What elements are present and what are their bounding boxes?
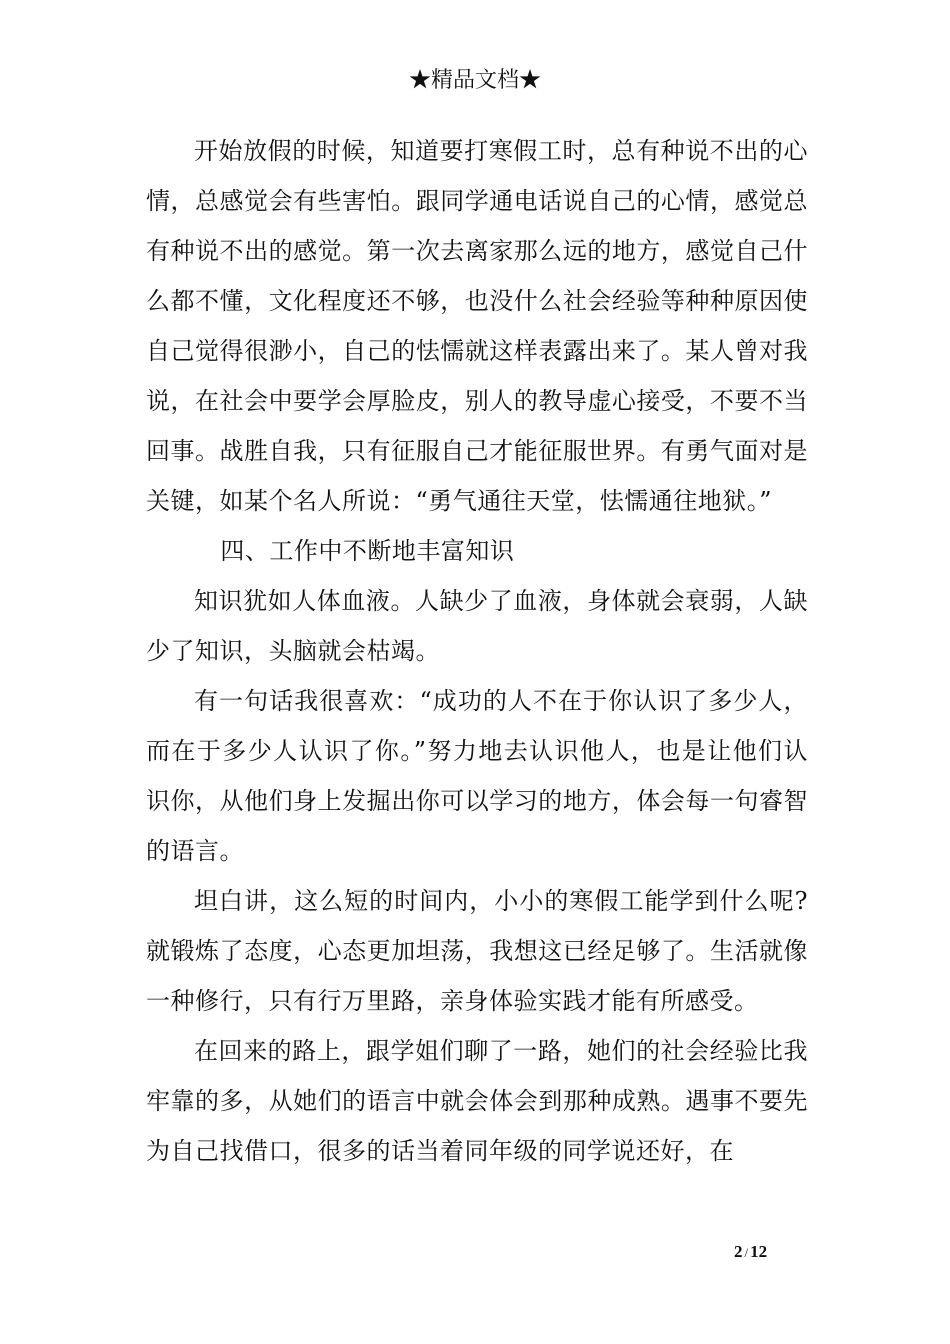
page-number (734, 1240, 767, 1265)
header-title: ★精品文档★ (408, 68, 541, 93)
page-number-separator: / (744, 1245, 749, 1260)
paragraph: 在回来的路上，跟学姐们聊了一路，她们的社会经验比我牢靠的多，从她们的语言中就会体会到那种成熟。遇事不要先为自己找借口，很多的话当着同年级的同学说还好，在 (146, 1037, 808, 1165)
paragraph: 有一句话我很喜欢：“成功的人不在于你认识了多少人，而在于多少人认识了你。”努力地去认识他人，也是让他们认识你，从他们身上发掘出你可以学习的地方，体会每一句睿智的语言。 (146, 687, 808, 865)
page-number-current: 2 (734, 1242, 743, 1261)
paragraph: 坦白讲，这么短的时间内，小小的寒假工能学到什么呢?就锻炼了态度，心态更加坦荡，我想这已经足够了。生活就像一种修行，只有行万里路，亲身体验实践才能有所感受。 (146, 887, 808, 1015)
page-header (0, 64, 950, 98)
paragraph: 开始放假的时候，知道要打寒假工时，总有种说不出的心情，总感觉会有些害怕。跟同学通电话说自己的心情，感觉总有种说不出的感觉。第一次去离家那么远的地方，感觉自己什么都不懂，文化程度还不够，也没什么社会经验等种种原因使自己觉得很渺小，自己的怯懦就这样表露出来了。某人曾对我说，在社会中要学会厚脸皮，别人的教导虚心接受，不要不当回事。战胜自我，只有征服自己才能征服世界。有勇气面对是关键，如某个名人所说：“勇气通往天堂，怯懦通往地狱。” (146, 137, 808, 515)
section-heading: 四、工作中不断地丰富知识 (220, 537, 515, 565)
paragraph: 知识犹如人体血液。人缺少了血液，身体就会衰弱，人缺少了知识，头脑就会枯竭。 (146, 587, 808, 665)
document-body (146, 126, 808, 1176)
page-number-total: 12 (750, 1242, 768, 1261)
